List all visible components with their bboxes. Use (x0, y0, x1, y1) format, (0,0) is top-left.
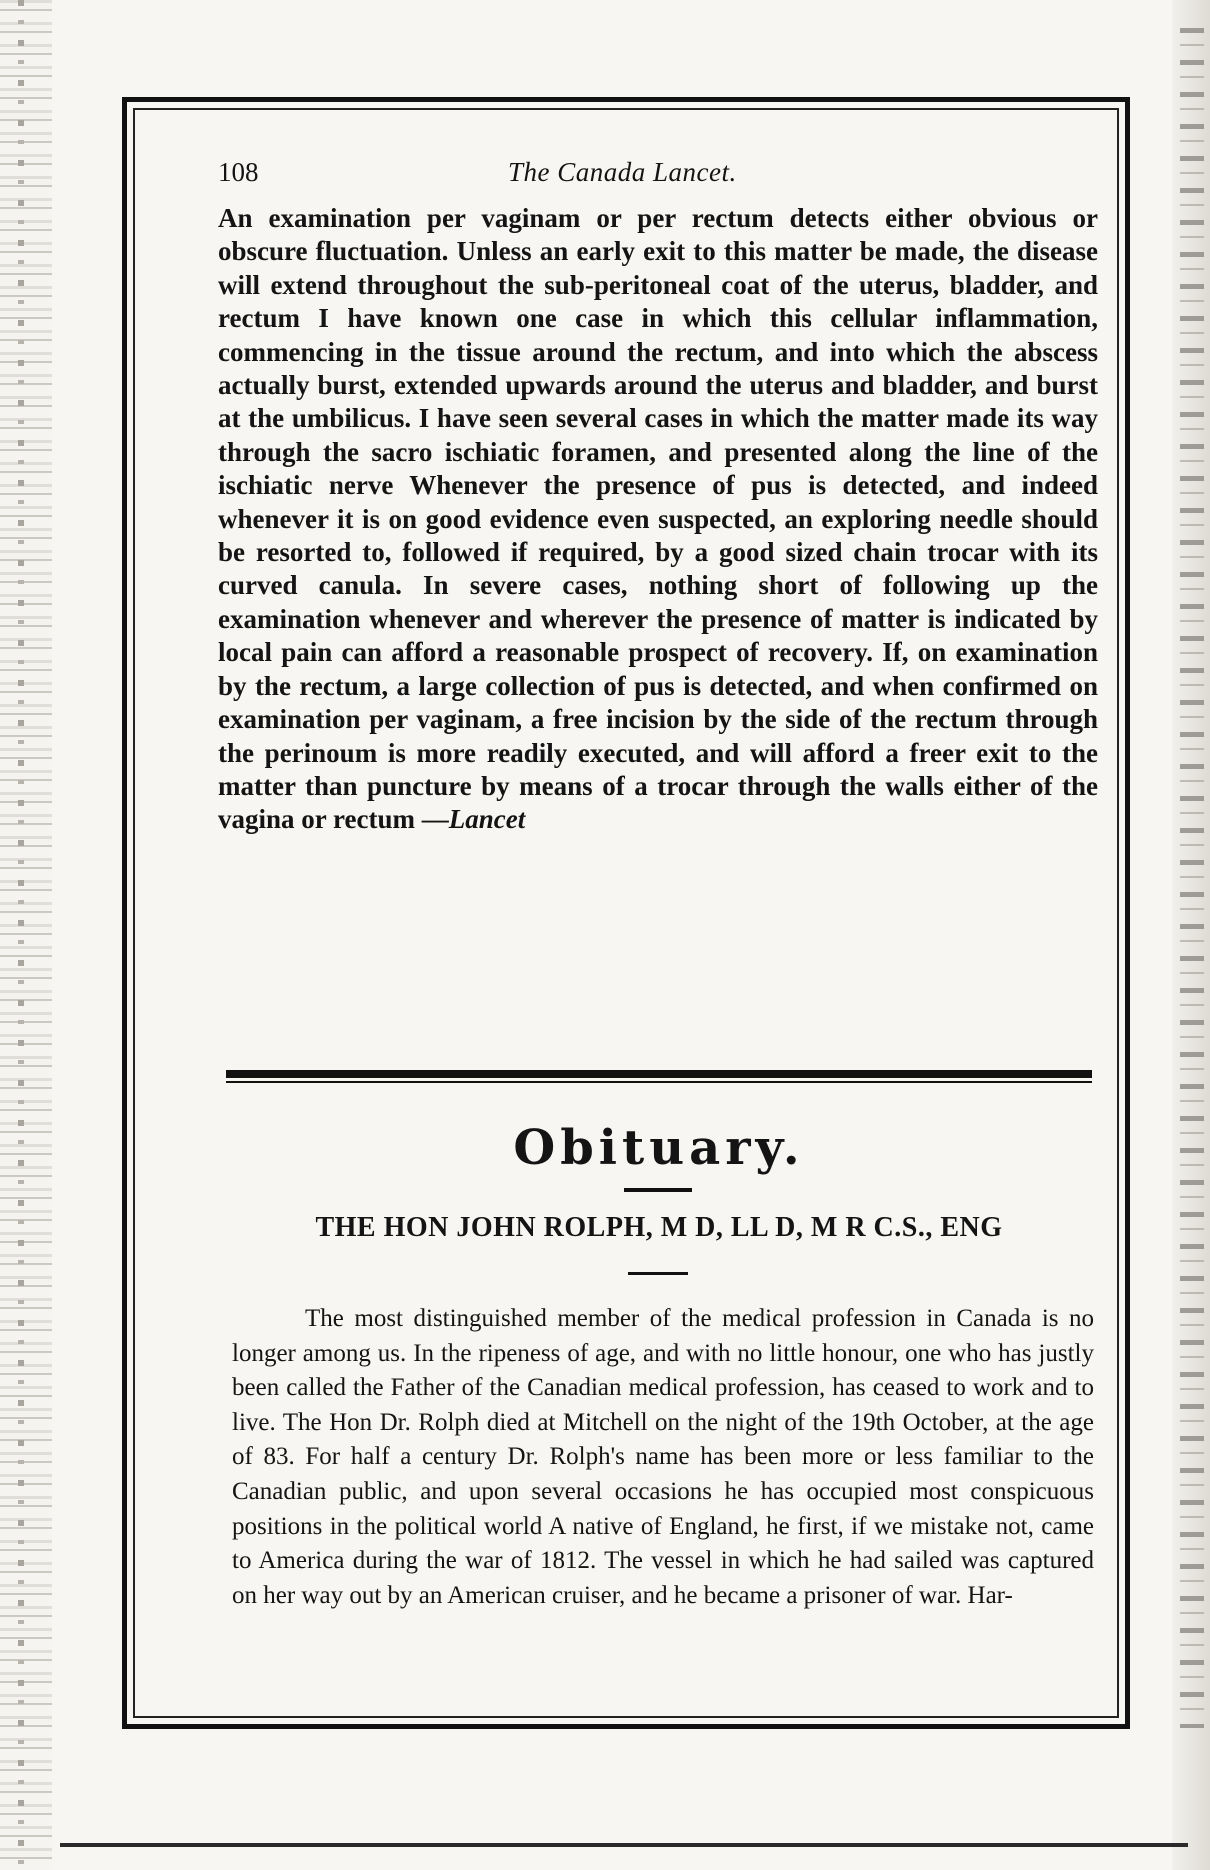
article-source: Lancet (448, 804, 526, 835)
page-edge-left (0, 0, 52, 1870)
obituary-body (232, 1302, 1094, 1613)
obituary-heading: Obituary. (513, 1120, 805, 1176)
page-bottom-rule (60, 1843, 1188, 1847)
running-header (218, 152, 938, 192)
continued-article-text: An examination per vaginam or per rectum detects either obvious or obscure fluctuation. Unless an early exit to this matter be made, the disease will extend throughout the sub-peritoneal coat of the uterus, bladder, and rectum I have known one case in which this cellular inflammation, commencing in the tissue around the rectum, and into which the abscess actually burst, extended upwards around the uterus and bladder, and burst at the umbilicus. I have seen several cases in which the matter made its way through the sacro ischiatic foramen, and presented along the line of the ischiatic nerve Whenever the presence of pus is detected, and indeed whenever it is on good evidence even suspected, an exploring needle should be resorted to, followed if required, by a good sized chain trocar with its curved canula. In severe cases, nothing short of following up the examination whenever and wherever the presence of matter is indicated by local pain can afford a reasonable prospect of recovery. If, on examination by the rectum, a large collection of pus is detected, and when confirmed on examination per vaginam, a free incision by the side of the rectum through the perinoum is more readily executed, and will afford a freer exit to the matter than puncture by means of a trocar through the walls either of the vagina or rectum — (218, 203, 1098, 835)
page-number: 108 (218, 156, 259, 187)
journal-title: The Canada Lancet. (508, 156, 737, 187)
obituary-name: THE HON JOHN ROLPH, M D, LL D, M R C.S., ENG (315, 1212, 1003, 1243)
name-rule (628, 1272, 688, 1275)
obituary-paragraph: The most distinguished member of the medical profession in Canada is no longer among us. In the ripeness of age, and with no little honour, one who has justly been called the Father of the Canadian medical profession, has ceased to work and to live. The Hon Dr. Rolph died at Mitchell on the night of the 19th October, at the age of 83. For half a century Dr. Rolph's name has been more or less familiar to the Canadian public, and upon several occasions he has occupied most conspicuous positions in the political world A native of England, he first, if we mistake not, came to America during the war of 1812. The vessel in which he had sailed was captured on her way out by an American cruiser, and he became a prisoner of war. Har- (232, 1305, 1094, 1609)
section-divider (226, 1070, 1092, 1078)
continued-article-paragraph (218, 202, 1098, 837)
heading-rule (624, 1188, 692, 1192)
page-edge-right (1172, 0, 1210, 1870)
